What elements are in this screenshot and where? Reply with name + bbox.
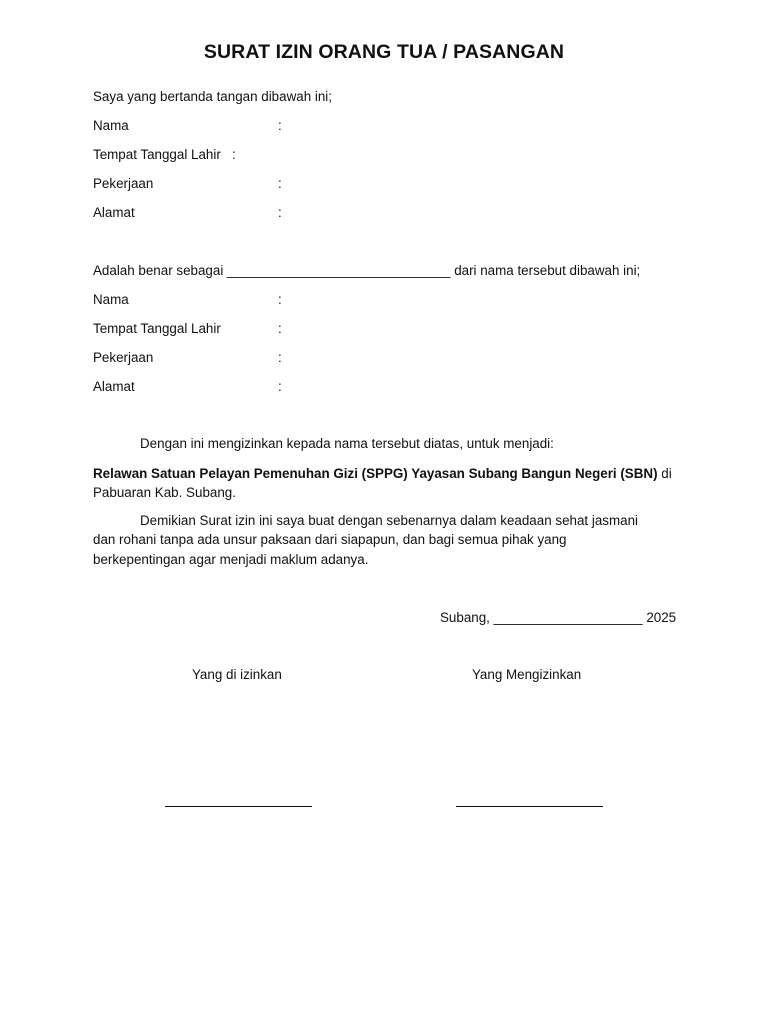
signer-pekerjaan-label: Pekerjaan (93, 176, 154, 191)
signature-line-right (456, 806, 603, 807)
permission-line: Dengan ini mengizinkan kepada nama tersebut diatas, untuk menjadi: (140, 436, 554, 451)
subject-nama-colon: : (278, 292, 282, 307)
subject-nama-label: Nama (93, 292, 129, 307)
role-line-2: Pabuaran Kab. Subang. (93, 485, 236, 500)
signer-ttl-colon: : (232, 147, 236, 162)
date-blank: ____________________ (493, 610, 643, 625)
closing-line-1: Demikian Surat izin ini saya buat dengan sebenarnya dalam keadaan sehat jasmani (140, 513, 638, 528)
place-date (440, 609, 676, 627)
signature-label-right: Yang Mengizinkan (472, 667, 582, 682)
subject-pekerjaan-label: Pekerjaan (93, 350, 154, 365)
role-rest-first: di (661, 466, 672, 481)
signer-nama-label: Nama (93, 118, 129, 133)
signer-pekerjaan-colon: : (278, 176, 282, 191)
signer-alamat-label: Alamat (93, 205, 135, 220)
relation-blank: ______________________________ (227, 263, 451, 278)
year-text: 2025 (646, 610, 677, 625)
signer-alamat-colon: : (278, 205, 282, 220)
signature-line-left (165, 806, 312, 807)
subject-ttl-colon: : (278, 321, 282, 336)
closing-line-2: dan rohani tanpa ada unsur paksaan dari siapapun, dan bagi semua pihak yang (93, 532, 567, 547)
document-title: SURAT IZIN ORANG TUA / PASANGAN (203, 41, 565, 63)
relation-suffix: dari nama tersebut dibawah ini; (454, 263, 641, 278)
role-line-1 (93, 465, 672, 483)
subject-ttl-label: Tempat Tanggal Lahir (93, 321, 221, 336)
subject-alamat-label: Alamat (93, 379, 135, 394)
relation-line (93, 262, 640, 280)
subject-pekerjaan-colon: : (278, 350, 282, 365)
subject-alamat-colon: : (278, 379, 282, 394)
relation-prefix: Adalah benar sebagai (93, 263, 224, 278)
closing-line-3: berkepentingan agar menjadi maklum adanya. (93, 552, 369, 567)
signer-ttl-label: Tempat Tanggal Lahir (93, 147, 221, 162)
signature-label-left: Yang di izinkan (192, 667, 282, 682)
signer-nama-colon: : (278, 118, 282, 133)
intro-text: Saya yang bertanda tangan dibawah ini; (93, 89, 332, 104)
place-text: Subang, (440, 610, 490, 625)
role-bold-text: Relawan Satuan Pelayan Pemenuhan Gizi (SPPG) Yayasan Subang Bangun Negeri (SBN) (93, 466, 658, 481)
